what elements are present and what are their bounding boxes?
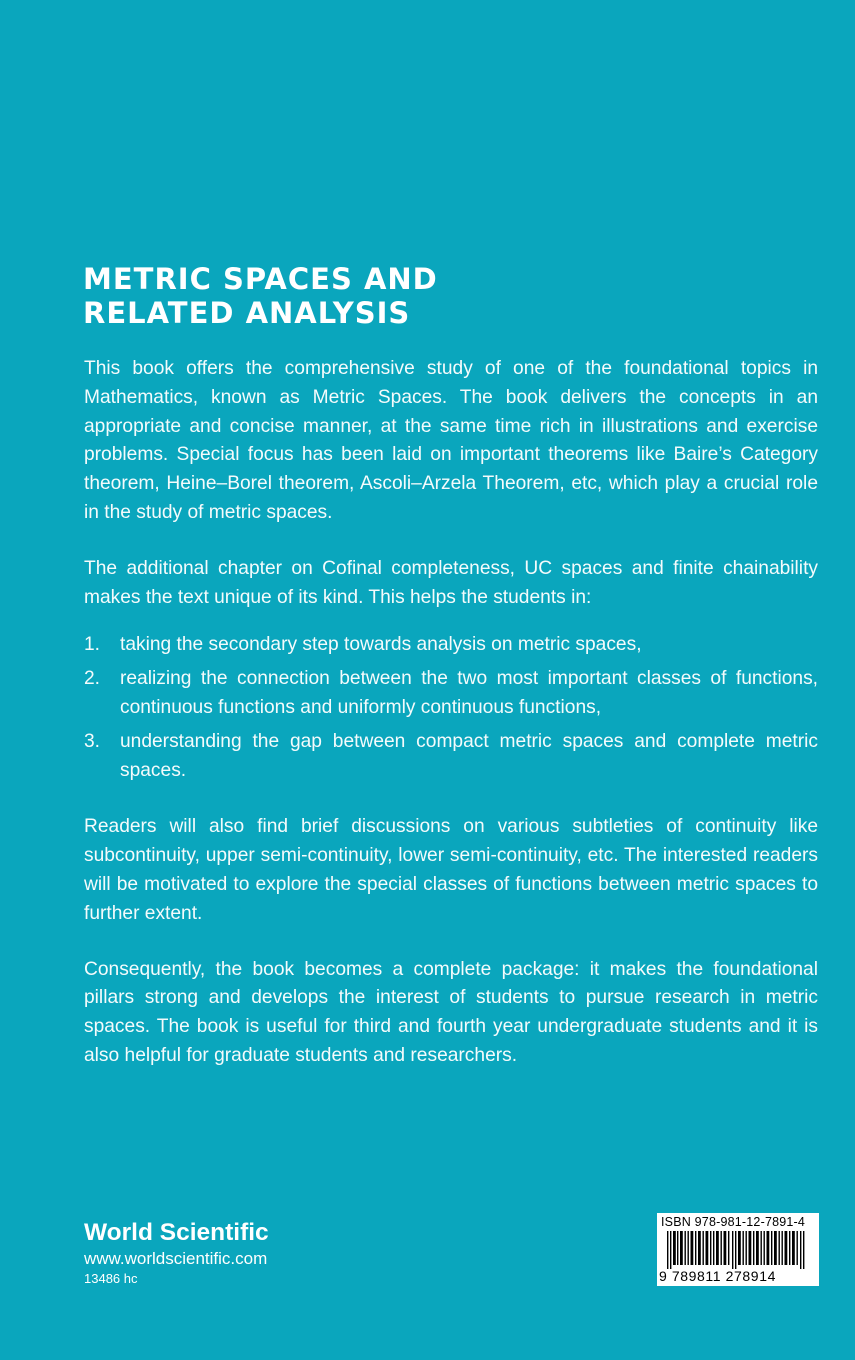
paragraph-readers: Readers will also find brief discussions on various subtleties of continuity like subcontinuity, upper semi-continuity, lower semi-continuity, etc. The interested readers will be motivated to explore the special classes of functions between metric spaces to further extent.: [84, 816, 818, 924]
product-code: 13486 hc: [84, 1271, 138, 1286]
publisher-url: www.worldscientific.com: [84, 1249, 268, 1268]
publisher-name: World Scientific: [84, 1219, 269, 1246]
paragraph-additional-chapter: The additional chapter on Cofinal completeness, UC spaces and finite chainability makes the text unique of its kind. This helps the students in:: [84, 557, 818, 608]
list-item: [84, 728, 818, 786]
list-item: [84, 665, 818, 723]
isbn-barcode-box: [657, 1213, 819, 1286]
barcode-digits: 9 789811 278914: [659, 1268, 776, 1284]
list-number: 1.: [84, 634, 101, 656]
list-item: [84, 631, 818, 660]
paragraph-intro: This book offers the comprehensive study of one of the foundational topics in Mathematics, known as Metric Spaces. The book delivers the concepts in an appropriate and concise manner, at the same time rich in illustrations and exercise problems. Special focus has been laid on important theorems like Baire’s Category theorem, Heine–Borel theorem, Ascoli–Arzela Theorem, etc, which play a crucial role in the study of metric spaces.: [84, 358, 818, 523]
paragraph-conclusion: Consequently, the book becomes a complete package: it makes the foundational pillars strong and develops the interest of students to pursue research in metric spaces. The book is useful for third and fourth year undergraduate students and it is also helpful for graduate students and researchers.: [84, 958, 818, 1066]
title-line-1: METRIC SPACES AND: [83, 262, 438, 296]
blurb: [84, 355, 818, 1071]
book-title: [83, 262, 783, 330]
publisher-block: [84, 1218, 269, 1288]
title-line-2: RELATED ANALYSIS: [83, 296, 411, 330]
barcode-icon: [661, 1231, 815, 1269]
isbn-label: ISBN 978-981-12-7891-4: [661, 1215, 806, 1229]
list-text: taking the secondary step towards analysis on metric spaces,: [120, 634, 642, 656]
list-text: understanding the gap between compact metric spaces and complete metric spaces.: [120, 730, 818, 781]
list-number: 2.: [84, 668, 101, 690]
list-number: 3.: [84, 730, 101, 752]
list-text: realizing the connection between the two most important classes of functions, continuous functions and uniformly continuous functions,: [120, 668, 818, 718]
benefits-list: [84, 631, 818, 785]
